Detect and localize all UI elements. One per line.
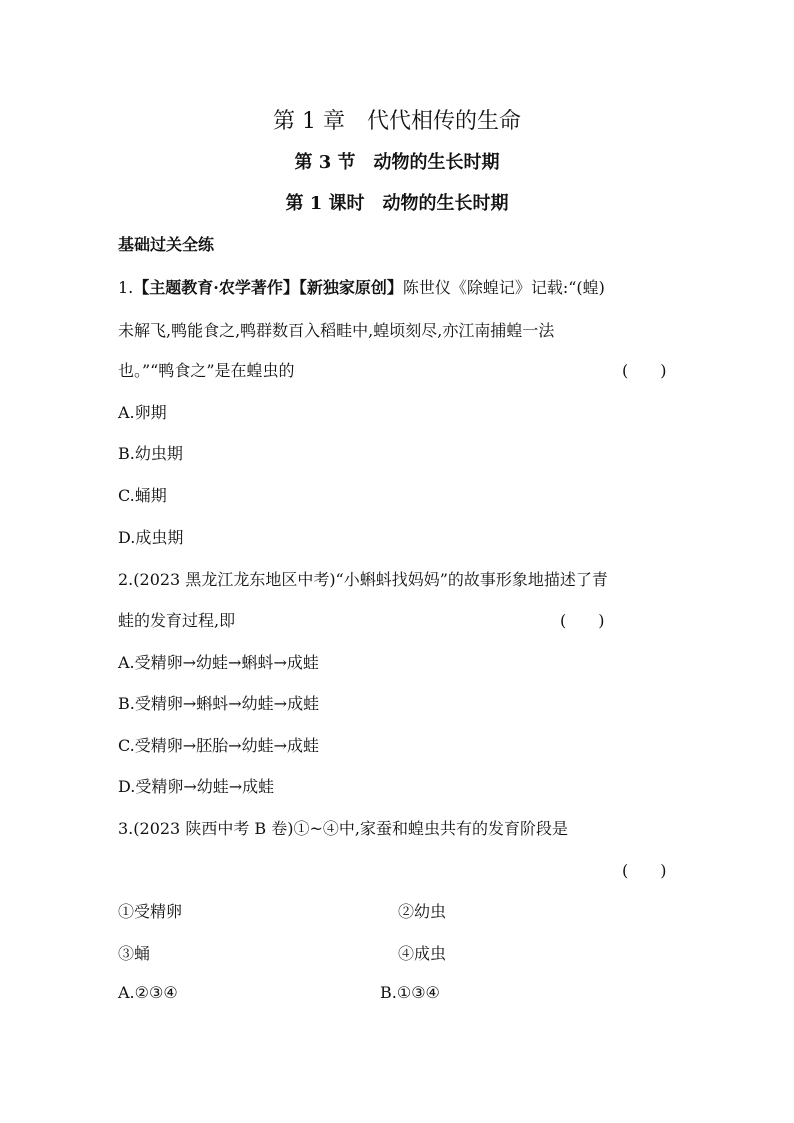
q1-tag-original: 【新独家原创】 [298, 278, 403, 297]
section-title: 第 3 节 动物的生长时期 [294, 152, 500, 173]
q1-line1-text: 陈世仪《除蝗记》记载:“(蝗) [402, 278, 605, 297]
q3-item-2: ②幼虫 [398, 902, 447, 921]
q1-line1 [118, 275, 605, 298]
q2-option-c: C.受精卵→胚胎→幼蛙→成蛙 [118, 736, 319, 755]
q2-line2: 蛙的发育过程,即 [118, 611, 236, 630]
q1-tag-theme: 【主题教育·农学著作】 [133, 278, 299, 297]
q1-option-c: C.蛹期 [118, 486, 167, 505]
q3-item-3: ③蛹 [118, 944, 151, 963]
q1-option-a: A.卵期 [118, 403, 167, 422]
q2-option-d: D.受精卵→幼蛙→成蛙 [118, 777, 275, 796]
q3-item-4: ④成虫 [398, 944, 447, 963]
q2-option-a: A.受精卵→幼蛙→蝌蚪→成蛙 [118, 653, 319, 672]
q3-option-b: B.①③④ [380, 983, 440, 1002]
chapter-title: 第 1 章 代代相传的生命 [273, 109, 521, 134]
q2-option-b: B.受精卵→蝌蚪→幼蛙→成蛙 [118, 694, 320, 713]
q1-option-b: B.幼虫期 [118, 444, 183, 463]
q1-number: 1. [118, 278, 134, 297]
q1-line3: 也。”“鸭食之”是在蝗虫的 [118, 361, 295, 380]
practice-title: 基础过关全练 [118, 235, 215, 254]
lesson-title: 第 1 课时 动物的生长时期 [285, 193, 509, 214]
q1-answer-paren: ( ) [622, 361, 667, 380]
q3-option-a: A.②③④ [118, 983, 178, 1002]
q1-line2: 未解飞,鸭能食之,鸭群数百入稻畦中,蝗顷刻尽,亦江南捕蝗一法 [118, 321, 555, 340]
q2-answer-paren: ( ) [560, 611, 605, 630]
q3-answer-paren: ( ) [622, 861, 667, 880]
q3-line1: 3.(2023 陕西中考 B 卷)①~④中,家蚕和蝗虫共有的发育阶段是 [118, 819, 568, 838]
q3-item-1: ①受精卵 [118, 902, 183, 921]
q1-option-d: D.成虫期 [118, 528, 184, 547]
q2-line1: 2.(2023 黑龙江龙东地区中考)“小蝌蚪找妈妈”的故事形象地描述了青 [118, 570, 608, 589]
